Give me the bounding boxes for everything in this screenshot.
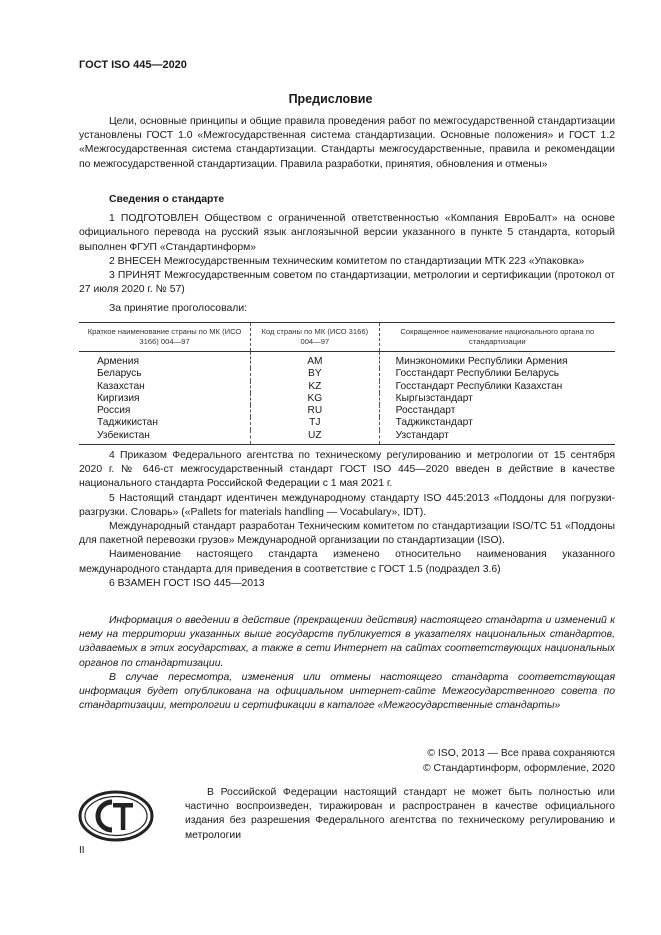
copyright-standartinform: © Стандартинформ, оформление, 2020 [422,763,615,774]
table-row [79,352,615,369]
cell-code: KZ [251,381,380,393]
cell-country: Узбекистан [79,430,251,445]
publication-info-block [79,449,615,591]
col-header-body: Сокращенное наименование национального органа по стандартизации [379,323,615,352]
info-paragraph-2: В случае пересмотра, изменения или отмены настоящего стандарта соответствующая информация будет опубликована на официальном интернет-сайте Межгосударственного совета по стандартизации, метрологии и сертификации в каталоге «Межгосударственные стандарты» [79,671,615,712]
cell-code: AM [251,352,380,369]
col-header-country: Краткое наименование страны по МК (ИСО 3166) 004—97 [79,323,251,352]
intro-paragraph: Цели, основные принципы и общие правила проведения работ по межгосударственной стандартизации установлены ГОСТ 1.0 «Межгосударственная система стандартизации. Основные положения» и ГОСТ 1.2 «Межгосударственная система стандартизации. Стандарты межгосударственные, правила и рекомендации по межгосударственной стандартизации. Правила разработки, принятия, обновления и отмены» [79,116,615,170]
page-number: II [79,845,85,856]
table-row [79,430,615,445]
cell-body: Таджикстандарт [395,417,473,429]
cell-country: Россия [79,405,251,417]
rf-reproduction-notice: В Российской Федерации настоящий стандарт не может быть полностью или частично воспроизведен, тиражирован и распространен в качестве официального издания без разрешения Федерального агентства по техническому регулированию и метрологии [185,787,615,841]
cell-body: Госстандарт Республики Казахстан [395,380,563,392]
intl-standard-note: Международный стандарт разработан Техническим комитетом по стандартизации ISO/TC 51 «Поддоны для пакетной перевозки грузов» Международной организации по стандартизации (ISO). [79,521,615,547]
cell-body: Узстандарт [379,430,615,445]
item-3: 3 ПРИНЯТ Межгосударственным советом по стандартизации, метрологии и сертификации (протокол от 27 июля 2020 г. № 57) [79,270,615,296]
table-row [79,381,615,393]
item-4: 4 Приказом Федерального агентства по техническому регулированию и метрологии от 15 сентября 2020 г. № 646-ст межгосударственный стандарт ГОСТ ISO 445—2020 введен в действие в качестве национального стандарта Российской Федерации с 1 мая 2021 г. [79,450,615,490]
section-title: Сведения о стандарте [109,194,225,205]
copyright-iso: © ISO, 2013 — Все права сохраняются [427,748,615,759]
cell-code: RU [251,405,380,417]
cell-body: Госстандарт Республики Беларусь [395,368,560,380]
item-5: 5 Настоящий стандарт идентичен международному стандарту ISO 445:2013 «Поддоны для погрузки-разгрузки. Словарь» («Pallets for materials handling — Vocabulary», IDT). [79,492,615,518]
intro-block [79,115,615,172]
info-paragraph-1: Информация о введении в действие (прекращении действия) настоящего стандарта и изменений к нему на территории указанных выше государств публикуется в указателях национальных стандартов, издаваемых в этих государствах, а также в сети Интернет на сайтах соответствующих национальных органов по стандартизации. [79,615,615,669]
title-change-note: Наименование настоящего стандарта изменено относительно наименования указанного международного стандарта для приведения в соответствие с ГОСТ 1.5 (подраздел 3.6) [79,549,615,575]
cell-country: Беларусь [79,368,251,380]
voting-table [79,322,615,445]
foreword-title: Предисловие [288,92,373,106]
standard-info-block [79,193,615,317]
cell-country: Таджикистан [79,417,251,429]
table-row [79,417,615,429]
cell-body: Минэкономики Республики Армения [395,356,568,367]
table-row [79,368,615,380]
document-id-header: ГОСТ ISO 445—2020 [79,59,187,71]
info-notice-block [79,614,615,713]
table-row [79,393,615,405]
item-6: 6 ВЗАМЕН ГОСТ ISO 445—2013 [109,577,265,589]
gost-r-logo-icon [78,790,154,842]
item-1: 1 ПОДГОТОВЛЕН Обществом с ограниченной ответственностью «Компания ЕвроБалт» на основе официального перевода на русский язык англоязычной версии указанного в пункте 5 стандарта, который выполнен ФГУП «Стандартинформ» [79,213,615,253]
cell-code: TJ [251,417,380,429]
cell-body: Росстандарт [395,405,456,417]
cell-code: BY [251,368,380,380]
table-header-row [79,323,615,352]
item-2: 2 ВНЕСЕН Межгосударственным техническим комитетом по стандартизации МТК 223 «Упаковка» [109,255,585,267]
cell-country: Киргизия [79,393,251,405]
cell-country: Армения [79,352,251,369]
table-row [79,405,615,417]
cell-code: UZ [251,430,380,445]
cell-code: KG [251,393,380,405]
cell-body: Кыргызстандарт [395,392,473,404]
cell-country: Казахстан [79,381,251,393]
col-header-code: Код страны по МК (ИСО 3166) 004—97 [251,323,380,352]
vote-intro: За принятие проголосовали: [109,303,248,315]
